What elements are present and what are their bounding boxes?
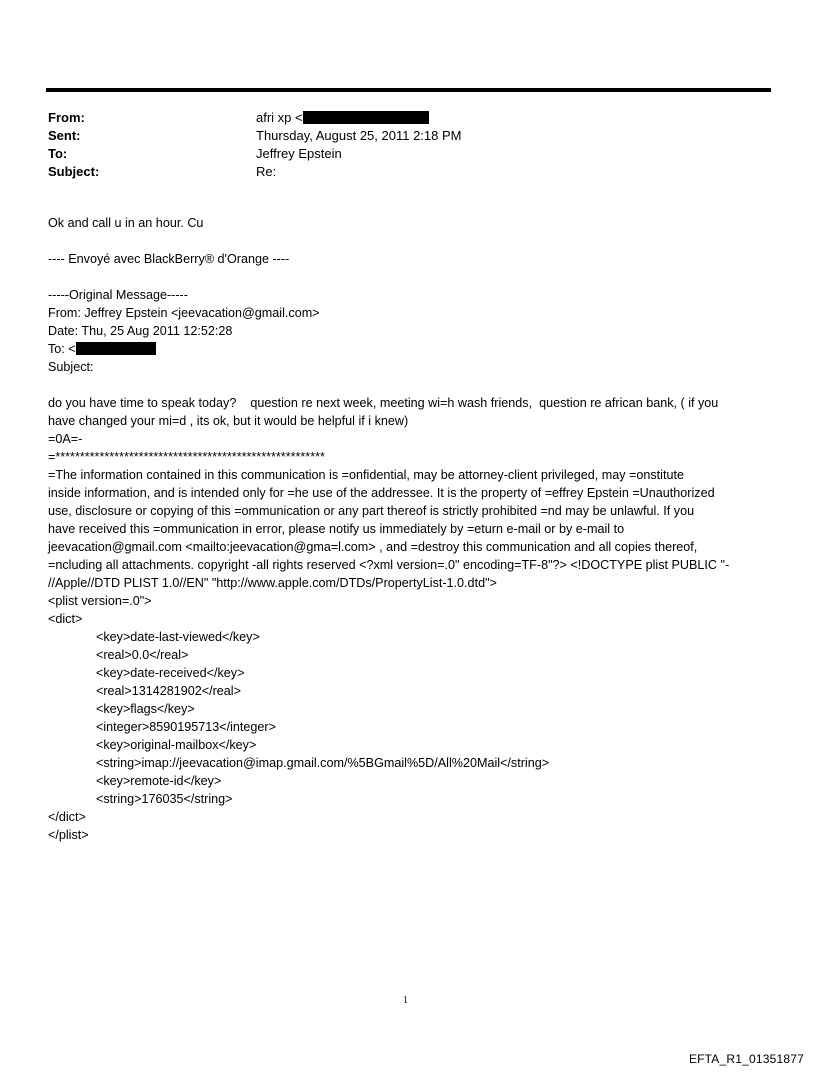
signature-text: ---- Envoyé avec BlackBerry® d'Orange ---- bbox=[48, 252, 290, 266]
disclaimer-line: jeevacation@gmail.com <mailto:jeevacation@gma=l.com> , and =destroy this communication and all copies thereof, bbox=[48, 540, 698, 554]
subject-row bbox=[48, 163, 461, 181]
header-rule bbox=[46, 88, 771, 92]
sent-row bbox=[48, 127, 461, 145]
message-line: have changed your mi=d , its ok, but it would be helpful if i knew) bbox=[48, 414, 409, 428]
subject-label: Subject: bbox=[48, 164, 100, 179]
disclaimer-line: have received this =ommunication in error, please notify us immediately by =eturn e-mail or by e-mail to bbox=[48, 522, 625, 536]
original-message-marker: -----Original Message----- bbox=[48, 288, 188, 302]
plist-entry: <string>176035</string> bbox=[96, 792, 233, 806]
plist-entry: <integer>8590195713</integer> bbox=[96, 720, 276, 734]
from-value: afri xp < bbox=[256, 109, 429, 127]
disclaimer-line: =The information contained in this communication is =onfidential, may be attorney-client privileged, may =onstitute bbox=[48, 468, 684, 482]
original-to: To: < bbox=[48, 340, 774, 358]
disclaimer-line: inside information, and is intended only for =he use of the addressee. It is the property of =effrey Epstein =Unauthorized bbox=[48, 486, 715, 500]
original-date: Date: Thu, 25 Aug 2011 12:52:28 bbox=[48, 324, 233, 338]
dict-open: <dict> bbox=[48, 612, 83, 626]
from-row bbox=[48, 109, 461, 127]
plist-close: </plist> bbox=[48, 828, 89, 842]
to-label: To: bbox=[48, 146, 68, 161]
email-body bbox=[48, 214, 774, 844]
plist-entry: <key>date-received</key> bbox=[96, 666, 245, 680]
dict-close: </dict> bbox=[48, 810, 86, 824]
original-subject: Subject: bbox=[48, 360, 94, 374]
plist-entry: <key>remote-id</key> bbox=[96, 774, 222, 788]
to-value: Jeffrey Epstein bbox=[256, 146, 342, 161]
separator-stars: =******************************************************* bbox=[48, 450, 325, 464]
encoding-line: =0A=- bbox=[48, 432, 83, 446]
plist-entry: <real>0.0</real> bbox=[96, 648, 189, 662]
sent-value: Thursday, August 25, 2011 2:18 PM bbox=[256, 128, 462, 143]
redaction-block bbox=[76, 342, 156, 355]
sent-label: Sent: bbox=[48, 128, 81, 143]
redaction-block bbox=[303, 111, 429, 124]
disclaimer-line: //Apple//DTD PLIST 1.0//EN" "http://www.apple.com/DTDs/PropertyList-1.0.dtd"> bbox=[48, 576, 497, 590]
from-label: From: bbox=[48, 110, 85, 125]
original-from: From: Jeffrey Epstein <jeevacation@gmail.com> bbox=[48, 306, 320, 320]
plist-open: <plist version=.0"> bbox=[48, 594, 152, 608]
plist-entry: <string>imap://jeevacation@imap.gmail.com/%5BGmail%5D/All%20Mail</string> bbox=[96, 756, 550, 770]
plist-entry: <key>date-last-viewed</key> bbox=[96, 630, 260, 644]
bates-number: EFTA_R1_01351877 bbox=[688, 1052, 804, 1066]
to-row bbox=[48, 145, 461, 163]
plist-entry: <key>original-mailbox</key> bbox=[96, 738, 257, 752]
subject-value: Re: bbox=[256, 164, 277, 179]
message-line: do you have time to speak today? question re next week, meeting wi=h wash friends, question re african bank, ( if you bbox=[48, 396, 719, 410]
email-header bbox=[48, 109, 461, 181]
page-number: 1 bbox=[403, 995, 408, 1006]
plist-entry: <real>1314281902</real> bbox=[96, 684, 241, 698]
plist-entry: <key>flags</key> bbox=[96, 702, 195, 716]
reply-text: Ok and call u in an hour. Cu bbox=[48, 216, 204, 230]
disclaimer-line: use, disclosure or copying of this =ommunication or any part thereof is strictly prohibited =nd may be unlawful. If you bbox=[48, 504, 695, 518]
disclaimer-line: =ncluding all attachments. copyright -all rights reserved <?xml version=.0" encoding=TF-8"?> <!DOCTYPE plist PUBLIC "- bbox=[48, 558, 730, 572]
